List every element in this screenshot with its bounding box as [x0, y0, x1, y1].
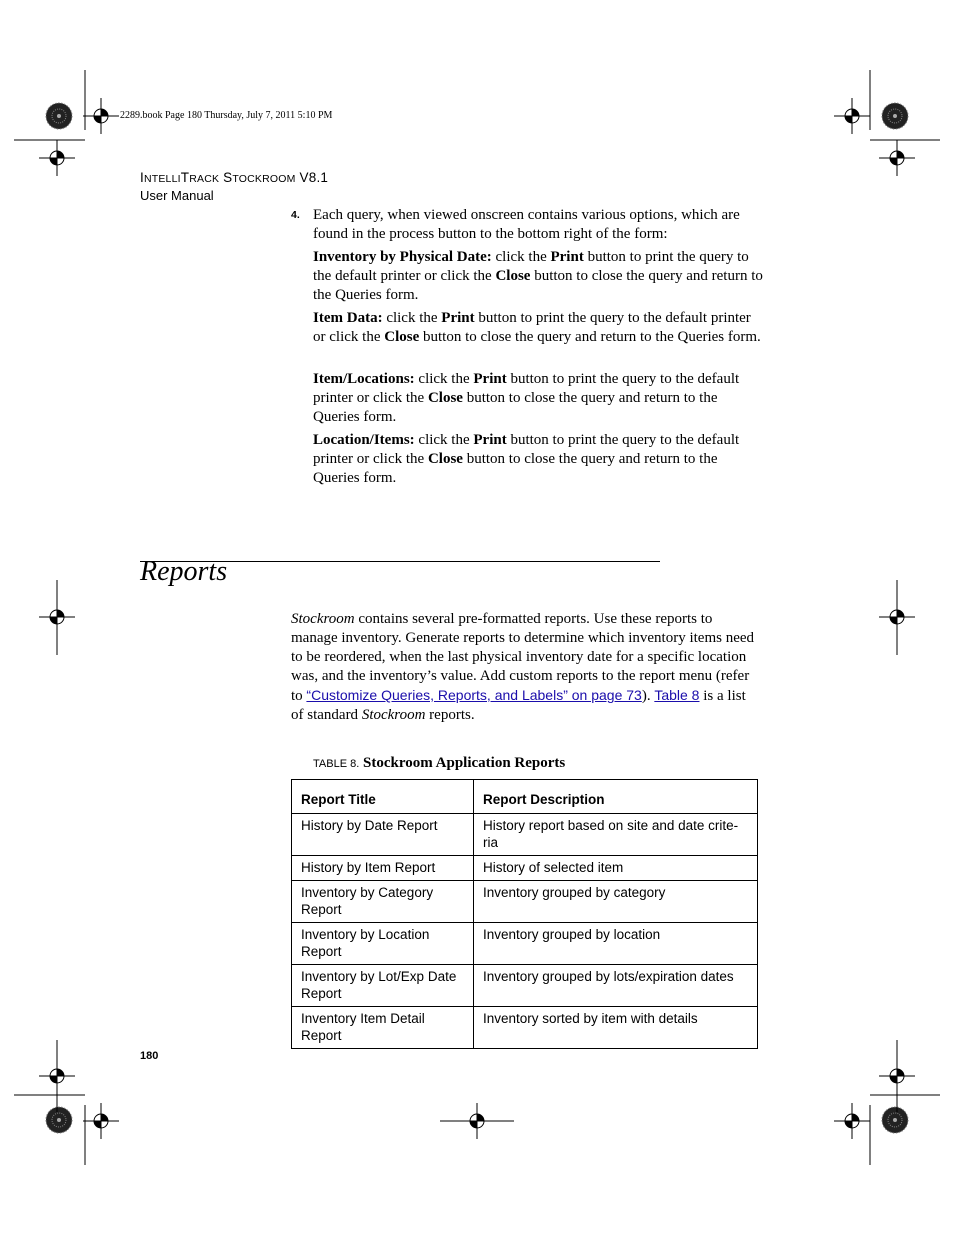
report-description-cell: History report based on site and date crite-ria [474, 814, 758, 856]
close-term: Close [427, 390, 463, 406]
item-label: Inventory by Physical Date: [313, 249, 492, 265]
item-label: Item/Locations: [313, 371, 415, 387]
header-part: T [180, 170, 190, 185]
item-text: button to close the query and return to the Queries form. [313, 390, 718, 425]
report-title-cell: Inventory by Lot/Exp Date Report [292, 965, 474, 1007]
reports-intro [291, 610, 761, 725]
print-term: Print [550, 249, 584, 265]
table-row [292, 881, 758, 923]
section-title: Reports [140, 556, 228, 587]
report-title-cell: History by Date Report [292, 814, 474, 856]
registration-mark-icon [879, 140, 915, 176]
reports-table [291, 779, 758, 1049]
print-term: Print [473, 371, 507, 387]
registration-star-icon [882, 103, 908, 129]
item-text: click the [414, 371, 474, 387]
table-row [292, 856, 758, 881]
table-caption-label: TABLE 8. [313, 758, 360, 770]
step-item [313, 431, 763, 488]
table-row [292, 923, 758, 965]
close-term: Close [495, 268, 531, 284]
report-title-cell: Inventory Item Detail Report [292, 1007, 474, 1049]
report-description-cell: Inventory grouped by location [474, 923, 758, 965]
page-number: 180 [140, 1050, 159, 1062]
report-title-cell: Inventory by Category Report [292, 881, 474, 923]
registration-star-icon [46, 103, 72, 129]
step-number: 4. [291, 209, 300, 221]
report-description-cell: Inventory grouped by lots/expiration dates [474, 965, 758, 1007]
intro-text: contains several pre-formatted reports. Use these reports to manage inventory. Generate reports to determine which inventory items need to be reordered, when the last physical inventory date for a specific location was, and the inventory’s value. Add custom reports to the report menu (refer to [291, 611, 755, 704]
customize-link[interactable]: “Customize Queries, Reports, and Labels” on page 73 [306, 687, 642, 703]
report-description-cell: Inventory sorted by item with details [474, 1007, 758, 1049]
registration-star-icon [46, 1107, 72, 1133]
header-part: TOCKROOM [232, 173, 296, 185]
item-label: Location/Items: [313, 432, 415, 448]
intro-text: is a list of standard [291, 688, 746, 723]
table-row [292, 965, 758, 1007]
header-part: NTELLI [143, 173, 181, 185]
column-header: Report Description [474, 780, 758, 814]
item-text: button to print the query to the default printer or click the [313, 371, 740, 406]
item-text: button to print the query to the default printer or click the [313, 432, 740, 467]
registration-mark-icon [83, 1103, 119, 1139]
close-term: Close [427, 451, 463, 467]
running-header-title [140, 170, 328, 185]
item-text: button to print the query to the default printer or click the [313, 249, 749, 284]
item-text: button to close the query and return to the Queries form. [313, 451, 718, 486]
item-text: button to close the query and return to the Queries form. [313, 268, 763, 303]
table-caption [313, 755, 565, 772]
item-text: click the [414, 432, 474, 448]
item-text: click the [382, 310, 442, 326]
report-description-cell: History of selected item [474, 856, 758, 881]
table-row [292, 1007, 758, 1049]
report-title-cell: History by Item Report [292, 856, 474, 881]
product-name: Stockroom [361, 707, 426, 723]
running-header-subtitle: User Manual [140, 188, 214, 203]
print-slug-line: 2289.book Page 180 Thursday, July 7, 2011 5:10 PM [120, 110, 333, 121]
print-term: Print [441, 310, 475, 326]
registration-mark-icon [83, 98, 119, 134]
product-name: Stockroom [291, 611, 355, 627]
step-item [313, 248, 763, 305]
intro-text: reports. [425, 707, 475, 723]
item-text: button to close the query and return to the Queries form. [419, 329, 761, 345]
item-text: button to print the query to the default printer or click the [313, 310, 751, 345]
registration-mark-icon [834, 98, 870, 134]
item-label: Item Data: [313, 310, 383, 326]
registration-mark-icon [39, 140, 75, 176]
step-item [313, 370, 763, 427]
table-header-row [292, 780, 758, 814]
table-row [292, 814, 758, 856]
table-8-link[interactable]: Table 8 [654, 687, 700, 703]
header-part: RACK [189, 173, 220, 185]
item-text: click the [491, 249, 551, 265]
report-title-cell: Inventory by Location Report [292, 923, 474, 965]
table-caption-title: Stockroom Application Reports [359, 755, 566, 771]
column-header: Report Title [292, 780, 474, 814]
close-term: Close [384, 329, 420, 345]
header-part: S [219, 170, 233, 185]
report-description-cell: Inventory grouped by category [474, 881, 758, 923]
intro-text: ). [641, 688, 655, 704]
registration-mark-icon [834, 1103, 870, 1139]
header-part: V8.1 [295, 170, 329, 185]
header-part: I [140, 170, 144, 185]
step-intro: Each query, when viewed onscreen contains various options, which are found in the process button to the bottom right of the form: [313, 207, 740, 242]
step-item [313, 309, 763, 347]
registration-star-icon [882, 1107, 908, 1133]
print-term: Print [473, 432, 507, 448]
